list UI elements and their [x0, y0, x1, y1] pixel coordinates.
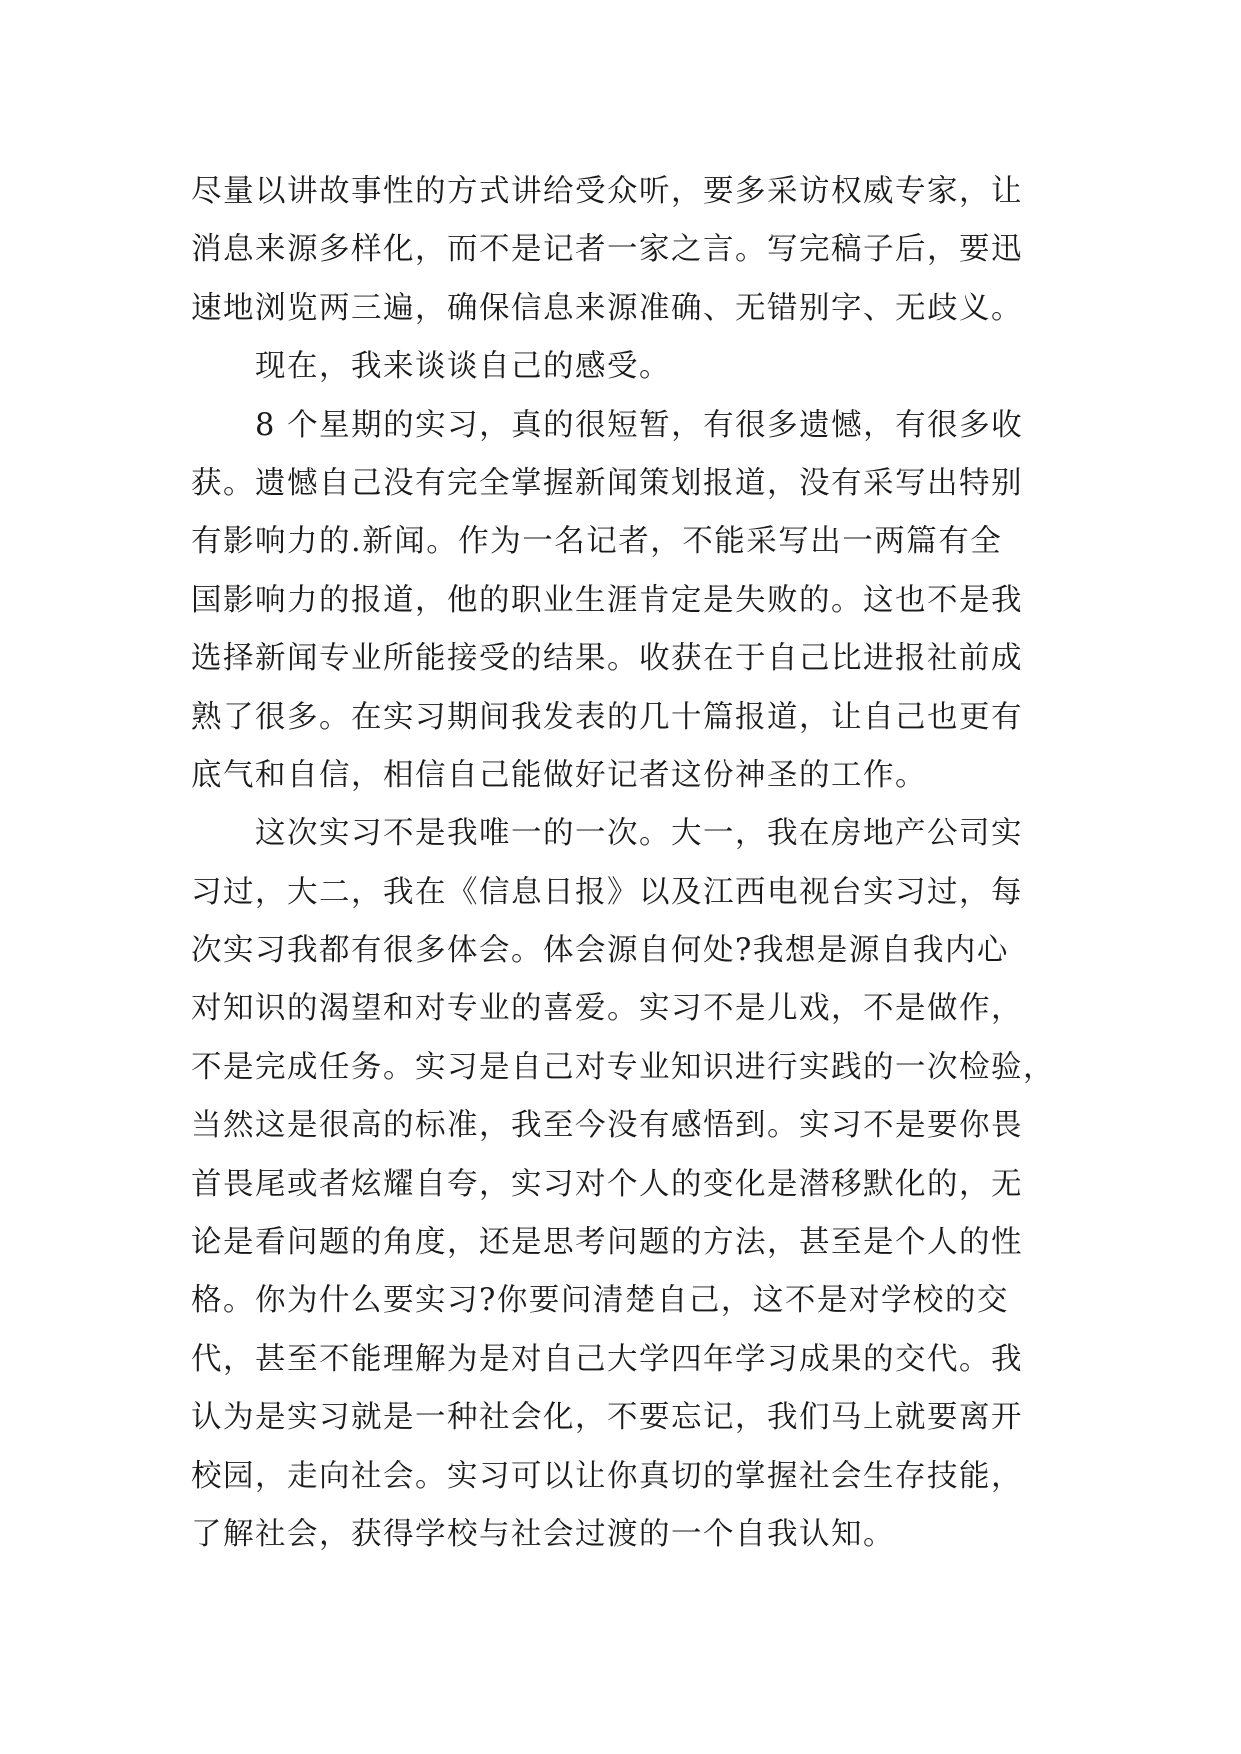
text-line: 论是看问题的角度，还是思考问题的方法，甚至是个人的性 [191, 1225, 1023, 1261]
text-line: 次实习我都有很多体会。体会源自何处?我想是源自我内心 [191, 933, 1009, 969]
text-line: 有影响力的.新闻。作为一名记者，不能采写出一两篇有全 [191, 524, 1003, 560]
text-line: 现在，我来谈谈自己的感受。 [255, 349, 671, 385]
text-line: 8 个星期的实习，真的很短暂，有很多遗憾，有很多收 [255, 407, 1024, 443]
text-line: 尽量以讲故事性的方式讲给受众听，要多采访权威专家，让 [191, 174, 1023, 209]
text-line: 对知识的渴望和对专业的喜爱。实习不是儿戏，不是做作， [191, 991, 1023, 1027]
text-line: 熟了很多。在实习期间我发表的几十篇报道，让自己也更有 [191, 699, 1023, 735]
body-text [191, 163, 1071, 1564]
text-line: 首畏尾或者炫耀自夸，实习对个人的变化是潜移默化的，无 [191, 1166, 1023, 1202]
text-line: 获。遗憾自己没有完全掌握新闻策划报道，没有采写出特别 [191, 465, 1023, 501]
text-line: 速地浏览两三遍，确保信息来源准确、无错别字、无歧义。 [191, 290, 1023, 326]
text-line: 当然这是很高的标准，我至今没有感悟到。实习不是要你畏 [191, 1108, 1023, 1144]
paragraph [191, 805, 1071, 1564]
paragraph [191, 338, 1071, 396]
text-line: 国影响力的报道，他的职业生涯肯定是失败的。这也不是我 [191, 582, 1023, 618]
paragraph [191, 397, 1071, 806]
text-line: 选择新闻专业所能接受的结果。收获在于自己比进报社前成 [191, 641, 1023, 677]
text-line: 格。你为什么要实习?你要问清楚自己，这不是对学校的交 [191, 1283, 1009, 1319]
text-line: 代，甚至不能理解为是对自己大学四年学习成果的交代。我 [191, 1341, 1023, 1377]
text-line: 校园，走向社会。实习可以让你真切的掌握社会生存技能， [191, 1458, 1023, 1494]
text-line: 不是完成任务。实习是自己对专业知识进行实践的一次检验， [191, 1049, 1055, 1085]
text-line: 消息来源多样化，而不是记者一家之言。写完稿子后，要迅 [191, 232, 1023, 268]
text-line: 认为是实习就是一种社会化，不要忘记，我们马上就要离开 [191, 1400, 1023, 1436]
text-line: 底气和自信，相信自己能做好记者这份神圣的工作。 [191, 757, 927, 793]
text-line: 这次实习不是我唯一的一次。大一，我在房地产公司实 [255, 816, 1023, 852]
text-line: 习过，大二，我在《信息日报》以及江西电视台实习过，每 [191, 874, 1023, 910]
text-line: 了解社会，获得学校与社会过渡的一个自我认知。 [191, 1516, 895, 1552]
paragraph [191, 163, 1071, 338]
